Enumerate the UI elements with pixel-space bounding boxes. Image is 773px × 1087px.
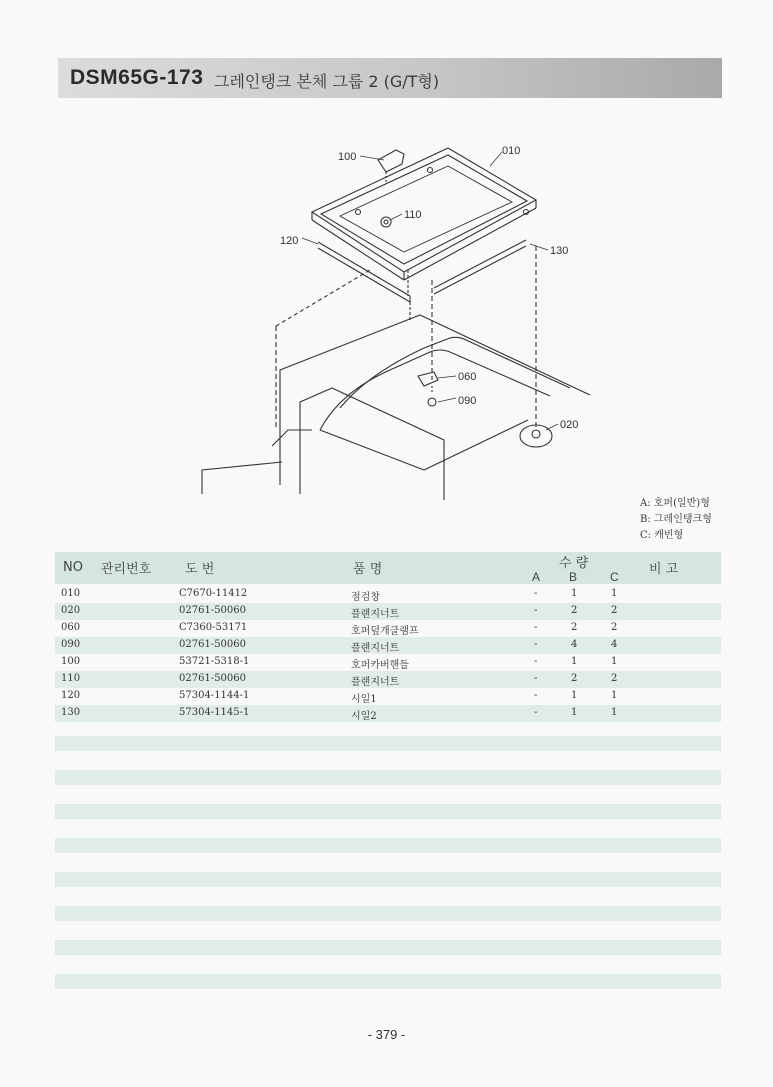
- exploded-parts-diagram: [190, 130, 590, 500]
- row-drawing-no: 57304-1145-1: [179, 707, 250, 718]
- empty-row-stripe: [55, 872, 721, 887]
- table-row: [55, 671, 721, 688]
- table-row: [55, 620, 721, 637]
- header-part-name: 품 명: [353, 562, 383, 577]
- header-remark: 비 고: [649, 562, 679, 577]
- row-qty-c: 2: [611, 673, 618, 684]
- header-qty-c: C: [610, 570, 619, 584]
- row-qty-b: 2: [571, 622, 578, 633]
- empty-row-stripe: [55, 736, 721, 751]
- page-header: [58, 58, 722, 98]
- row-no: 090: [61, 639, 81, 650]
- callout-060: 060: [458, 371, 477, 383]
- row-qty-b: 2: [571, 605, 578, 616]
- grain-tank-body: [202, 270, 590, 500]
- row-qty-a: -: [534, 656, 538, 667]
- table-row: [55, 688, 721, 705]
- table-row: [55, 603, 721, 620]
- row-part-name: 플랜지너트: [351, 643, 400, 654]
- header-quantity: 수 량: [559, 556, 589, 571]
- row-qty-b: 1: [571, 588, 578, 599]
- callout-130: 130: [550, 245, 569, 257]
- callout-090: 090: [458, 395, 477, 407]
- row-qty-b: 4: [571, 639, 578, 650]
- callout-010: 010: [502, 145, 521, 157]
- header-no: NO: [63, 560, 83, 575]
- legend-a: A: 호퍼(일반)형: [640, 498, 710, 509]
- row-qty-b: 1: [571, 690, 578, 701]
- row-qty-c: 1: [611, 690, 618, 701]
- legend-c: C: 캐빈형: [640, 530, 684, 541]
- row-qty-b: 1: [571, 656, 578, 667]
- parts-table-header: [55, 552, 721, 584]
- empty-row-stripe: [55, 906, 721, 921]
- hopper-cover-clamp: [418, 372, 438, 394]
- row-drawing-no: C7670-11412: [179, 588, 248, 599]
- callout-110: 110: [404, 209, 422, 221]
- group-code: DSM65G-173: [70, 66, 204, 89]
- flange-nut-020: [520, 425, 552, 447]
- row-part-name: 점검창: [351, 592, 380, 603]
- row-part-name: 호퍼카버핸들: [351, 660, 409, 671]
- row-qty-a: -: [534, 690, 538, 701]
- row-drawing-no: C7360-53171: [179, 622, 248, 633]
- callout-100: 100: [338, 151, 357, 163]
- header-qty-a: A: [532, 570, 541, 584]
- row-part-name: 호퍼덮개클램프: [351, 626, 419, 637]
- group-title: 그레인탱크 본체 그룹 2 (G/T형): [214, 72, 440, 91]
- row-qty-a: -: [534, 622, 538, 633]
- row-qty-c: 2: [611, 605, 618, 616]
- flange-nut-110: [381, 217, 391, 227]
- header-drawing-no: 도 번: [185, 562, 215, 577]
- empty-row-stripe: [55, 940, 721, 955]
- table-row: [55, 586, 721, 603]
- variant-legend: [640, 496, 712, 544]
- row-qty-a: -: [534, 707, 538, 718]
- row-no: 110: [61, 673, 81, 684]
- row-part-name: 시일2: [351, 711, 377, 722]
- page-number: - 379 -: [367, 1027, 406, 1042]
- flange-nut-090: [428, 398, 436, 406]
- row-qty-a: -: [534, 588, 538, 599]
- header-mgmt-no: 관리번호: [101, 562, 152, 577]
- table-row: [55, 637, 721, 654]
- empty-row-stripe: [55, 974, 721, 989]
- empty-row-stripe: [55, 770, 721, 785]
- header-qty-b: B: [569, 570, 578, 584]
- empty-row-stripe: [55, 804, 721, 819]
- row-qty-a: -: [534, 605, 538, 616]
- table-row: [55, 705, 721, 722]
- callout-120: 120: [280, 235, 299, 247]
- row-qty-c: 2: [611, 622, 618, 633]
- row-qty-c: 4: [611, 639, 618, 650]
- row-drawing-no: 57304-1144-1: [179, 690, 250, 701]
- empty-row-stripe: [55, 838, 721, 853]
- row-qty-c: 1: [611, 656, 618, 667]
- row-drawing-no: 02761-50060: [179, 605, 247, 616]
- legend-b: B: 그레인탱크형: [640, 514, 712, 525]
- row-qty-a: -: [534, 673, 538, 684]
- row-drawing-no: 53721-5318-1: [179, 656, 250, 667]
- row-no: 060: [61, 622, 81, 633]
- row-qty-b: 1: [571, 707, 578, 718]
- row-no: 130: [61, 707, 81, 718]
- row-drawing-no: 02761-50060: [179, 673, 247, 684]
- row-qty-c: 1: [611, 707, 618, 718]
- row-qty-c: 1: [611, 588, 618, 599]
- row-no: 020: [61, 605, 81, 616]
- row-qty-a: -: [534, 639, 538, 650]
- row-no: 010: [61, 588, 81, 599]
- row-part-name: 플랜지너트: [351, 609, 400, 620]
- table-row: [55, 654, 721, 671]
- callout-020: 020: [560, 419, 579, 431]
- row-part-name: 플랜지너트: [351, 677, 400, 688]
- row-qty-b: 2: [571, 673, 578, 684]
- row-no: 120: [61, 690, 81, 701]
- row-no: 100: [61, 656, 81, 667]
- parts-table-body: [55, 586, 721, 722]
- row-drawing-no: 02761-50060: [179, 639, 247, 650]
- row-part-name: 시일1: [351, 694, 377, 705]
